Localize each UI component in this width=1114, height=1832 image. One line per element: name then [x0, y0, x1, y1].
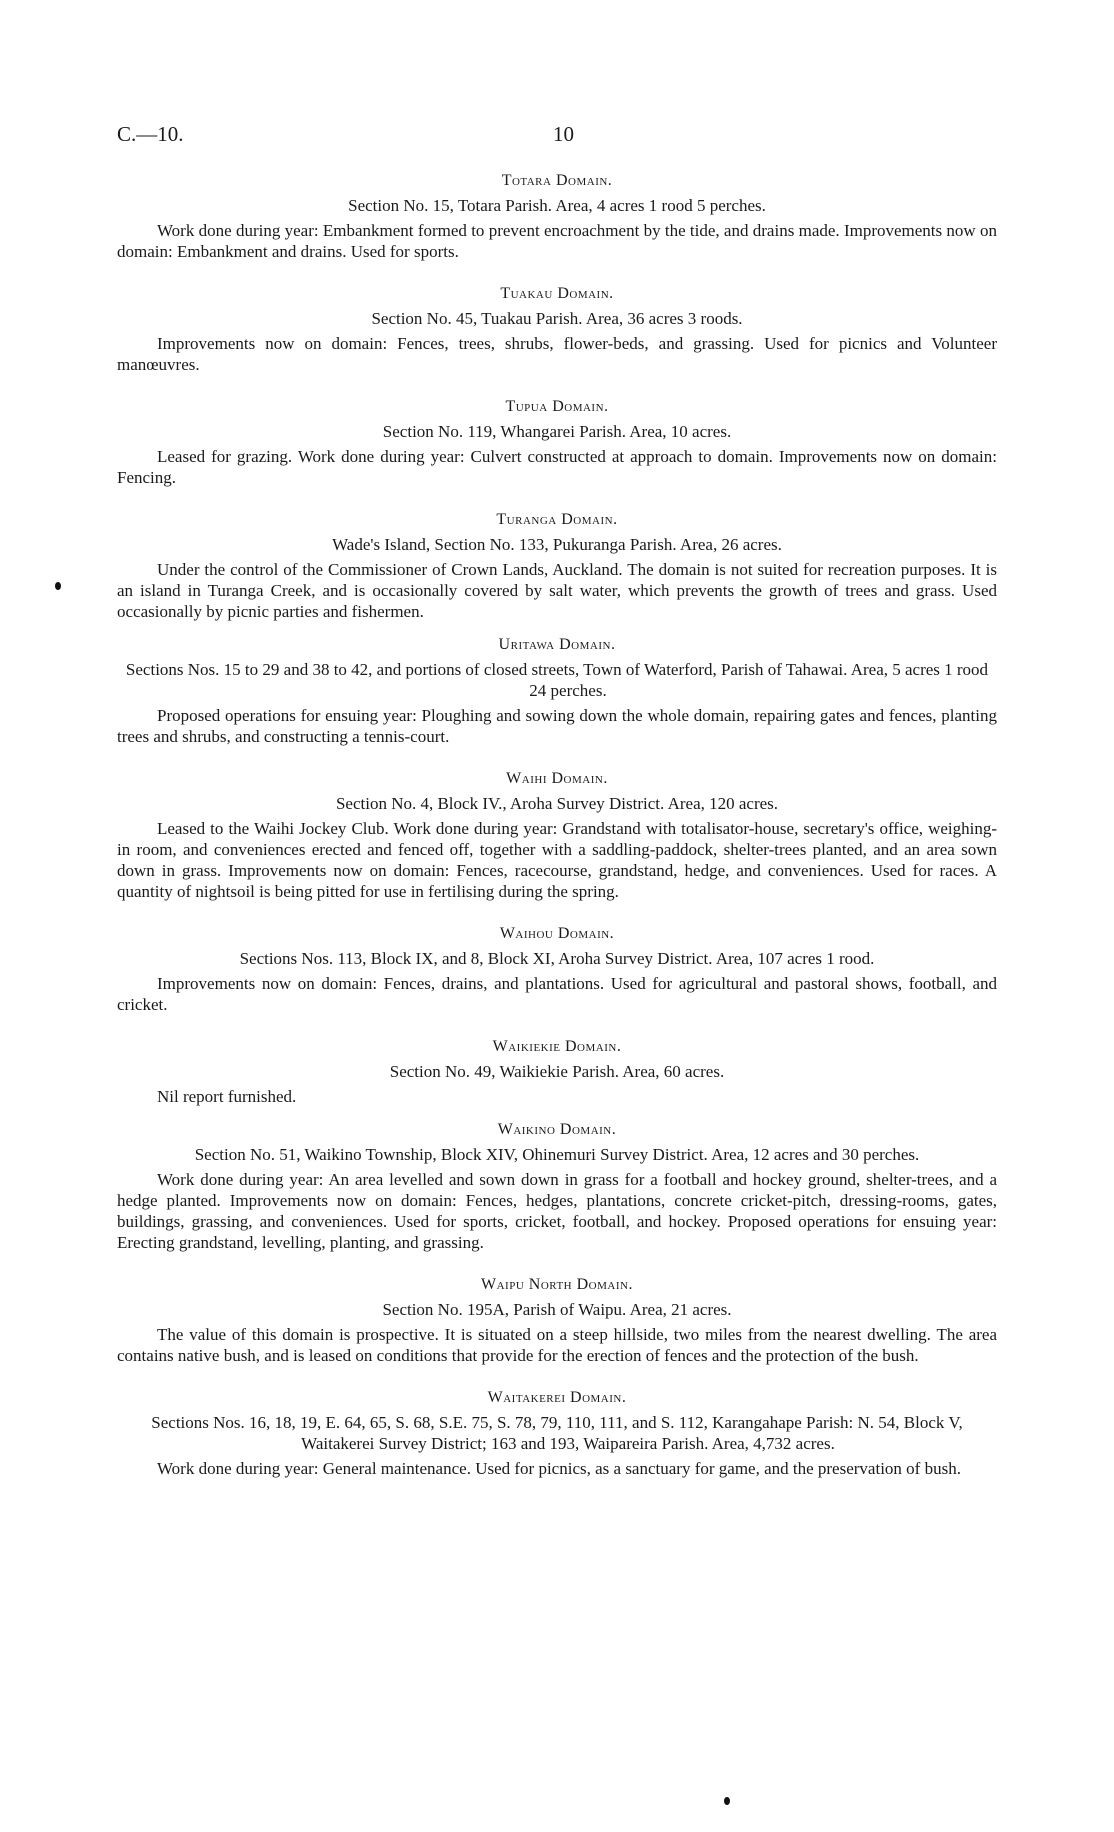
domain-section: Section No. 51, Waikino Township, Block XIV, Ohinemuri Survey District. Area, 12 acres and 30 perches. [194, 1145, 920, 1164]
domain-body: Leased for grazing. Work done during year: Culvert constructed at approach to domain. Improvements now on domain: Fencing. [117, 447, 997, 487]
domain-title: Waikiekie Domain. [492, 1038, 622, 1055]
domain-body: Work done during year: General maintenance. Used for picnics, as a sanctuary for game, and the preservation of bush. [157, 1459, 961, 1478]
domain-title: Waikino Domain. [497, 1121, 617, 1138]
domain-section: Sections Nos. 16, 18, 19, E. 64, 65, S. 68, S.E. 75, S. 78, 79, 110, 111, and S. 112, Karangahape Parish: N. 54, Block V, Waitakerei Survey District; 163 and 193, Waipareira Parish. Area, 4,732 acres. [151, 1413, 963, 1453]
domain-entry [117, 1119, 997, 1253]
domain-section: Sections Nos. 113, Block IX, and 8, Block XI, Aroha Survey District. Area, 107 acres 1 rood. [239, 949, 875, 968]
domain-entry [117, 509, 997, 622]
domain-section: Wade's Island, Section No. 133, Pukuranga Parish. Area, 26 acres. [332, 535, 782, 554]
domain-entry [117, 396, 997, 488]
domain-body: The value of this domain is prospective. It is situated on a steep hillside, two miles from the nearest dwelling. The area contains native bush, and is leased on conditions that provide for the erection of fences and the protection of the bush. [117, 1325, 997, 1365]
domain-entry [117, 634, 997, 747]
page-header [117, 122, 997, 152]
domain-entry [117, 170, 997, 262]
domain-entry [117, 1036, 997, 1107]
domain-body: Leased to the Waihi Jockey Club. Work done during year: Grandstand with totalisator-house, secretary's office, weighing-in room, and conveniences erected and fenced off, together with a saddling-paddock, shelter-trees planted, and an area sown down in grass. Improvements now on domain: Fences, racecourse, grandstand, hedge, and conveniences. Used for races. A quantity of nightsoil is being pitted for use in fertilising during the spring. [117, 819, 997, 901]
domain-title: Totara Domain. [501, 172, 613, 189]
domain-body: Proposed operations for ensuing year: Ploughing and sowing down the whole domain, repairing gates and fences, planting trees and shrubs, and constructing a tennis-court. [117, 706, 997, 746]
domain-title: Waipu North Domain. [481, 1276, 633, 1293]
domain-section: Section No. 15, Totara Parish. Area, 4 acres 1 rood 5 perches. [348, 196, 766, 215]
domain-section: Sections Nos. 15 to 29 and 38 to 42, and portions of closed streets, Town of Waterford, Parish of Tahawai. Area, 5 acres 1 rood 24 perches. [125, 660, 989, 700]
page-content [117, 170, 997, 1500]
domain-section: Section No. 4, Block IV., Aroha Survey District. Area, 120 acres. [335, 794, 779, 813]
domain-title: Tuakau Domain. [500, 285, 614, 302]
domain-section: Section No. 49, Waikiekie Parish. Area, 60 acres. [389, 1062, 725, 1081]
domain-body: Work done during year: Embankment formed to prevent encroachment by the tide, and drains made. Improvements now on domain: Embankment and drains. Used for sports. [117, 221, 997, 261]
domain-body: Work done during year: An area levelled and sown down in grass for a football and hockey ground, shelter-trees, and a hedge planted. Improvements now on domain: Fences, hedges, plantations, concrete cricket-pitch, dressing-rooms, gates, buildings, grassing, and conveniences. Used for sports, cricket, football, and hockey. Proposed operations for ensuing year: Erecting grandstand, levelling, planting, and grassing. [117, 1170, 997, 1252]
ink-speck [724, 1797, 730, 1805]
domain-title: Uritawa Domain. [498, 636, 616, 653]
domain-entry [117, 1274, 997, 1366]
domain-title: Waihou Domain. [499, 925, 615, 942]
domain-entry [117, 923, 997, 1015]
page-number: 10 [553, 122, 574, 146]
domain-body: Improvements now on domain: Fences, drains, and plantations. Used for agricultural and pastoral shows, football, and cricket. [117, 974, 997, 1014]
document-code: C.—10. [117, 122, 184, 146]
domain-title: Waihi Domain. [506, 770, 608, 787]
domain-title: Turanga Domain. [496, 511, 618, 528]
domain-entry [117, 768, 997, 902]
domain-entry [117, 283, 997, 375]
domain-title: Tupua Domain. [505, 398, 609, 415]
domain-section: Section No. 45, Tuakau Parish. Area, 36 acres 3 roods. [371, 309, 743, 328]
domain-section: Section No. 119, Whangarei Parish. Area, 10 acres. [382, 422, 732, 441]
domain-body: Nil report furnished. [157, 1087, 297, 1106]
domain-body: Under the control of the Commissioner of Crown Lands, Auckland. The domain is not suited for recreation purposes. It is an island in Turanga Creek, and is occasionally covered by salt water, which prevents the growth of trees and grass. Used occasionally by picnic parties and fishermen. [117, 560, 997, 621]
domain-title: Waitakerei Domain. [487, 1389, 627, 1406]
domain-body: Improvements now on domain: Fences, trees, shrubs, flower-beds, and grassing. Used for picnics and Volunteer manœuvres. [117, 334, 997, 374]
domain-entry [117, 1387, 997, 1479]
ink-speck [55, 582, 61, 590]
domain-section: Section No. 195A, Parish of Waipu. Area, 21 acres. [382, 1300, 732, 1319]
